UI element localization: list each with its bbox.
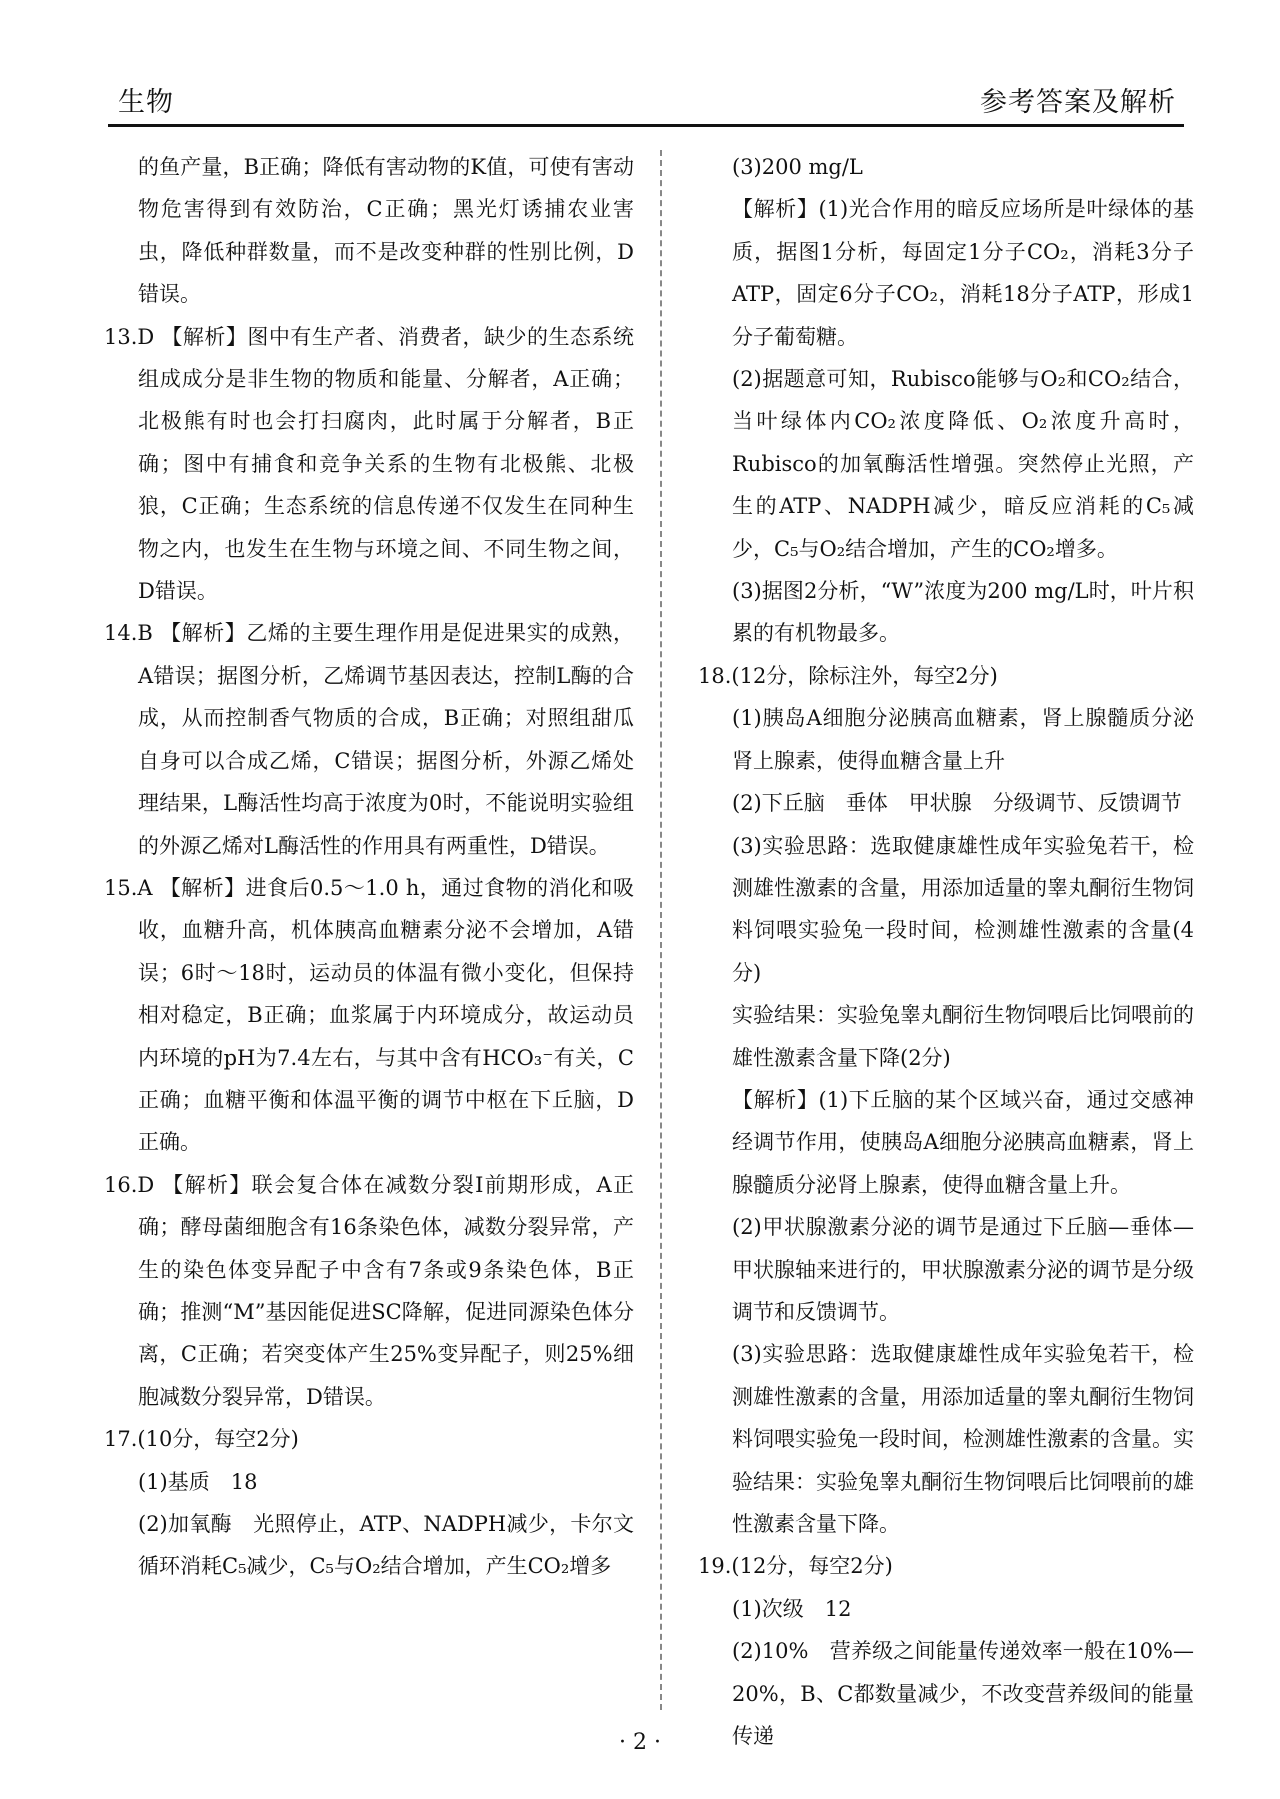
answer-paragraph: (3)实验思路：选取健康雄性成年实验兔若干，检测雄性激素的含量，用添加适量的睾丸酮衍生物饲料饲喂实验兔一段时间，检测雄性激素的含量。实验结果：实验兔睾丸酮衍生物饲喂后比饲喂前的雄性激素含量下降。 <box>732 1342 1194 1536</box>
answer-paragraph: (1)胰岛A细胞分泌胰高血糖素，肾上腺髓质分泌肾上腺素，使得血糖含量上升 <box>732 706 1194 773</box>
answer-paragraph: (3)据图2分析，“W”浓度为200 mg/L时，叶片积累的有机物最多。 <box>732 579 1194 646</box>
left-column <box>104 146 634 1588</box>
answer-paragraph: (3)200 mg/L <box>732 155 863 179</box>
answer-paragraph: 13.D 【解析】图中有生产者、消费者，缺少的生态系统组成成分是非生物的物质和能量、分解者，A正确；北极熊有时也会打扫腐肉，此时属于分解者，B正确；图中有捕食和竞争关系的生物有北极熊、北极狼，C正确；生态系统的信息传递不仅发生在同种生物之内，也发生在生物与环境之间、不同生物之间，D错误。 <box>104 324 634 604</box>
column-divider <box>660 150 662 1710</box>
answer-paragraph: (2)加氧酶 光照停止，ATP、NADPH减少，卡尔文循环消耗C₅减少，C₅与O₂结合增加，产生CO₂增多 <box>138 1512 634 1579</box>
answer-paragraph: 的鱼产量，B正确；降低有害动物的K值，可使有害动物危害得到有效防治，C正确；黑光灯诱捕农业害虫，降低种群数量，而不是改变种群的性别比例，D错误。 <box>138 155 634 307</box>
answer-paragraph: (2)据题意可知，Rubisco能够与O₂和CO₂结合，当叶绿体内CO₂浓度降低、O₂浓度升高时，Rubisco的加氧酶活性增强。突然停止光照，产生的ATP、NADPH减少，暗反应消耗的C₅减少，C₅与O₂结合增加，产生的CO₂增多。 <box>732 367 1194 561</box>
header-divider <box>108 124 1184 127</box>
answer-paragraph: (1)次级 12 <box>732 1596 852 1621</box>
answer-paragraph: (2)10% 营养级之间能量传递效率一般在10%—20%，B、C都数量减少，不改变营养级间的能量传递 <box>732 1639 1194 1749</box>
answer-paragraph: 【解析】(1)光合作用的暗反应场所是叶绿体的基质，据图1分析，每固定1分子CO₂，消耗3分子ATP，固定6分子CO₂，消耗18分子ATP，形成1分子葡萄糖。 <box>732 197 1194 349</box>
answer-paragraph: 19.(12分，每空2分) <box>698 1554 893 1579</box>
answer-paragraph: (1)基质 18 <box>138 1469 258 1494</box>
answer-paragraph: 15.A 【解析】进食后0.5～1.0 h，通过食物的消化和吸收，血糖升高，机体胰高血糖素分泌不会增加，A错误；6时～18时，运动员的体温有微小变化，但保持相对稳定，B正确；血浆属于内环境成分，故运动员内环境的pH为7.4左右，与其中含有HCO₃⁻有关，C正确；血糖平衡和体温平衡的调节中枢在下丘脑，D正确。 <box>104 875 634 1155</box>
answer-paragraph: 16.D 【解析】联会复合体在减数分裂Ⅰ前期形成，A正确；酵母菌细胞含有16条染色体，减数分裂异常，产生的染色体变异配子中含有7条或9条染色体，B正确；推测“M”基因能促进SC降解，促进同源染色体分离，C正确；若突变体产生25%变异配子，则25%细胞减数分裂异常，D错误。 <box>104 1172 634 1409</box>
answer-paragraph: (2)甲状腺激素分泌的调节是通过下丘脑—垂体—甲状腺轴来进行的，甲状腺激素分泌的调节是分级调节和反馈调节。 <box>732 1215 1194 1324</box>
answer-paragraph: 17.(10分，每空2分) <box>104 1427 299 1452</box>
answer-paragraph: (2)下丘脑 垂体 甲状腺 分级调节、反馈调节 <box>732 791 1182 816</box>
answer-paragraph: (3)实验思路：选取健康雄性成年实验兔若干，检测雄性激素的含量，用添加适量的睾丸酮衍生物饲料饲喂实验兔一段时间，检测雄性激素的含量(4分) <box>732 833 1194 985</box>
answer-paragraph: 实验结果：实验兔睾丸酮衍生物饲喂后比饲喂前的雄性激素含量下降(2分) <box>732 1003 1194 1070</box>
answer-paragraph: 【解析】(1)下丘脑的某个区域兴奋，通过交感神经调节作用，使胰岛A细胞分泌胰高血糖素，肾上腺髓质分泌肾上腺素，使得血糖含量上升。 <box>732 1087 1194 1197</box>
answer-paragraph: 14.B 【解析】乙烯的主要生理作用是促进果实的成熟，A错误；据图分析，乙烯调节基因表达，控制L酶的合成，从而控制香气物质的合成，B正确；对照组甜瓜自身可以合成乙烯，C错误；据图分析，外源乙烯处理结果，L酶活性均高于浓度为0时，不能说明实验组的外源乙烯对L酶活性的作用具有两重性，D错误。 <box>104 621 634 858</box>
subject-title: 生物 <box>118 87 174 118</box>
page-number: · 2 · <box>619 1730 661 1755</box>
right-column <box>698 146 1194 1757</box>
section-title: 参考答案及解析 <box>980 87 1176 118</box>
answer-paragraph: 18.(12分，除标注外，每空2分) <box>698 663 998 688</box>
